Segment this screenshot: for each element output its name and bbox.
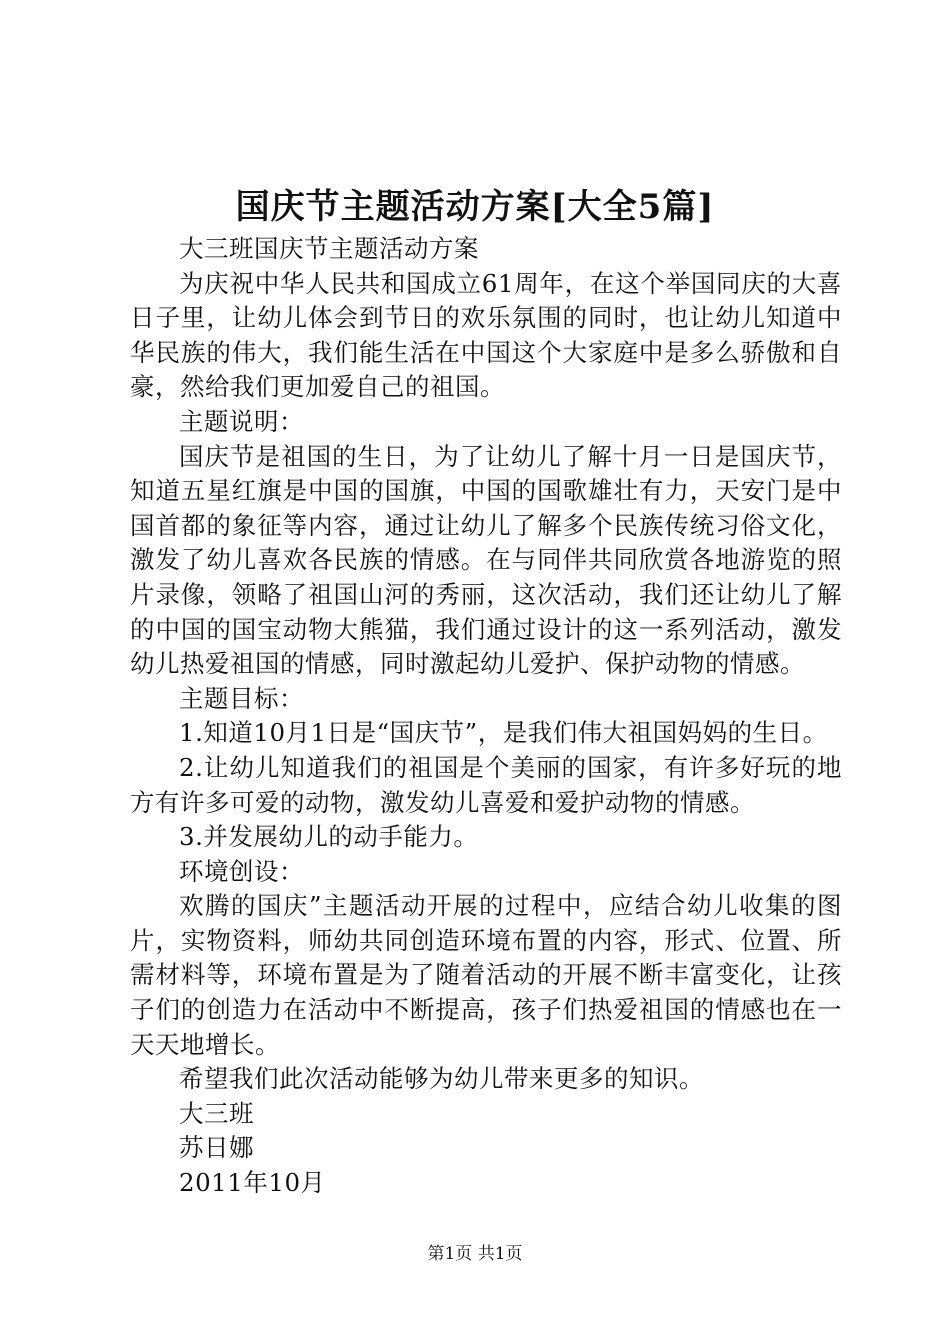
environment-paragraph: 欢腾的国庆”主题活动开展的过程中，应结合幼儿收集的图片，实物资料，师幼共同创造环境布置的内容，形式、位置、所需材料等，环境布置是为了随着活动的开展不断丰富变化，让孩子们的创造力在活动中不断提高，孩子们热爱祖国的情感也在一天天地增长。 bbox=[130, 891, 842, 1059]
environment-heading: 环境创设： bbox=[179, 856, 304, 886]
goal-item-1: 1.知道10月1日是“国庆节”，是我们伟大祖国妈妈的生日。 bbox=[179, 718, 828, 748]
signature-author: 苏日娜 bbox=[179, 1133, 254, 1163]
class-plan-heading: 大三班国庆节主题活动方案 bbox=[179, 234, 479, 263]
intro-paragraph: 为庆祝中华人民共和国成立61周年，在这个举国同庆的大喜日子里，让幼儿体会到节日的欢乐氛围的同时，也让幼儿知道中华民族的伟大，我们能生活在中国这个大家庭中是多么骄傲和自豪，然给我们更加爱自己的祖国。 bbox=[130, 268, 842, 402]
goal-item-2: 2.让幼儿知道我们的祖国是个美丽的国家，有许多好玩的地方有许多可爱的动物，激发幼儿喜爱和爱护动物的情感。 bbox=[130, 752, 842, 817]
theme-goals-heading: 主题目标： bbox=[179, 683, 304, 713]
signature-class: 大三班 bbox=[179, 1098, 254, 1128]
goal-item-3: 3.并发展幼儿的动手能力。 bbox=[179, 822, 479, 852]
page-footer: 第1页 共1页 bbox=[427, 1244, 523, 1264]
theme-description-heading: 主题说明： bbox=[179, 406, 304, 436]
document-body bbox=[130, 232, 842, 1201]
signature-date: 2011年10月 bbox=[179, 1168, 326, 1198]
theme-description-paragraph: 国庆节是祖国的生日，为了让幼儿了解十月一日是国庆节，知道五星红旗是中国的国旗，中国的国歌雄壮有力，天安门是中国首都的象征等内容，通过让幼儿了解多个民族传统习俗文化，激发了幼儿喜欢各民族的情感。在与同伴共同欣赏各地游览的照片录像，领略了祖国山河的秀丽，这次活动，我们还让幼儿了解的中国的国宝动物大熊猫，我们通过设计的这一系列活动，激发幼儿热爱祖国的情感，同时激起幼儿爱护、保护动物的情感。 bbox=[130, 441, 842, 679]
document-title: 国庆节主题活动方案[大全5篇] bbox=[235, 187, 715, 227]
closing-paragraph: 希望我们此次活动能够为幼儿带来更多的知识。 bbox=[179, 1064, 704, 1094]
